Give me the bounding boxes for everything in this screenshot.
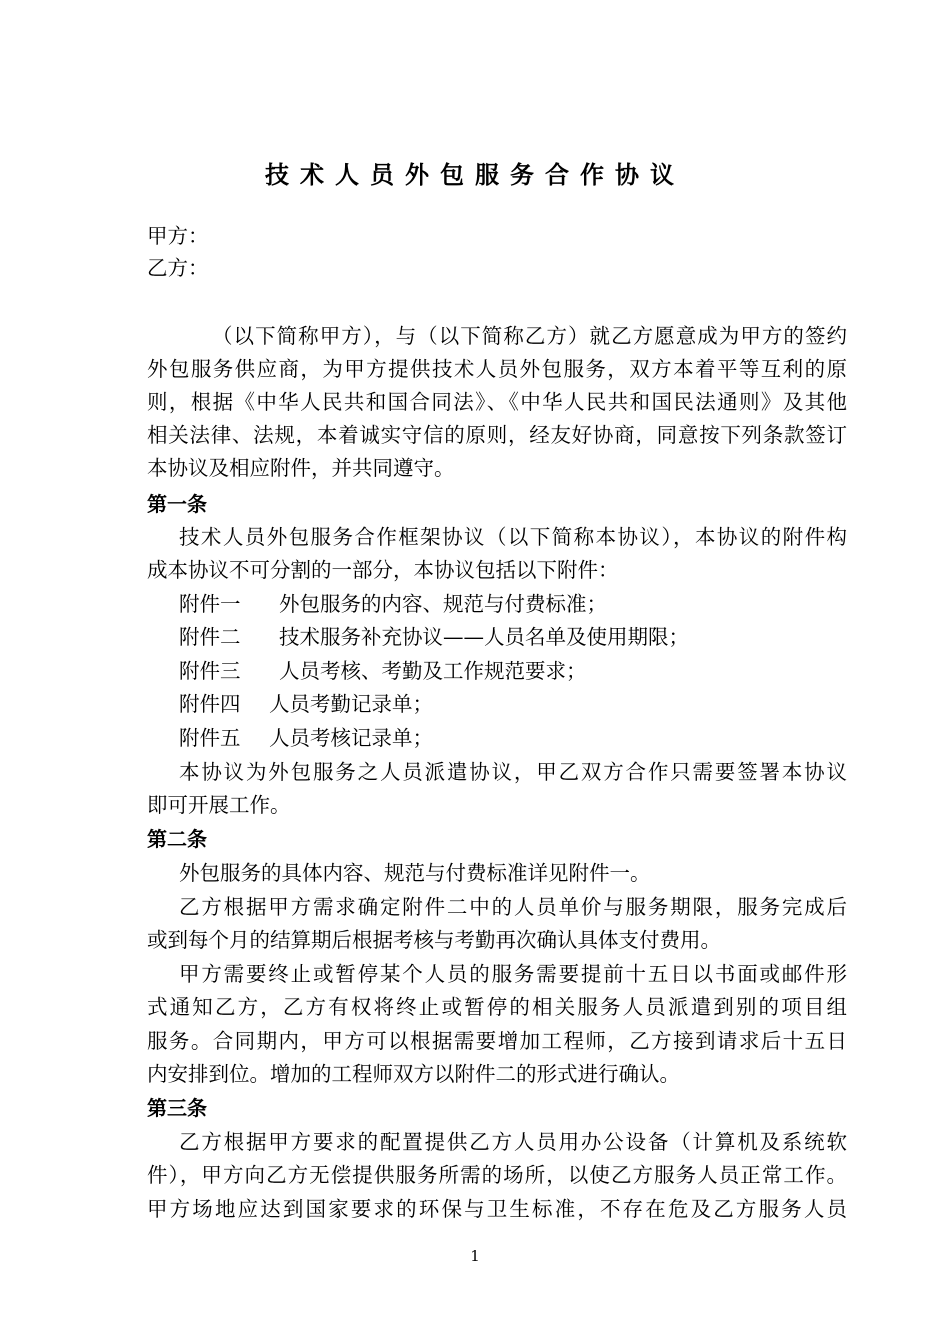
article-1-text: 本协议为外包服务之人员派遣协议，甲乙双方合作只需要签署本协议 (179, 760, 847, 784)
article-3-heading: 第三条 (147, 1096, 207, 1120)
attachment-text: 人员考核、考勤及工作规范要求； (279, 659, 587, 683)
party-a-label: 甲方： (147, 224, 209, 248)
attachment-text: 外包服务的内容、规范与付费标准； (279, 592, 607, 616)
attachment-item (179, 722, 433, 754)
article-1-text: 技术人员外包服务合作框架协议（以下简称本协议），本协议的附件构 (179, 525, 847, 549)
document-title: 技术人员外包服务合作协议 (265, 161, 685, 189)
intro-line: 外包服务供应商，为甲方提供技术人员外包服务，双方本着平等互利的原 (147, 357, 847, 381)
article-2-text: 甲方需要终止或暂停某个人员的服务需要提前十五日以书面或邮件形 (179, 962, 847, 986)
article-3-text: 乙方根据甲方要求的配置提供乙方人员用办公设备（计算机及系统软 (179, 1130, 847, 1154)
attachment-item (179, 621, 689, 653)
intro-line: 相关法律、法规，本着诚实守信的原则，经友好协商，同意按下列条款签订 (147, 423, 847, 447)
attachment-label: 附件三 (179, 659, 241, 683)
intro-line: 本协议及相应附件，并共同遵守。 (147, 456, 455, 480)
article-1-text: 成本协议不可分割的一部分，本协议包括以下附件： (147, 558, 619, 582)
article-2-text: 内安排到位。增加的工程师双方以附件二的形式进行确认。 (147, 1062, 680, 1086)
attachment-item (179, 655, 587, 687)
attachment-text: 人员考核记录单； (269, 726, 433, 750)
page-number: 1 (470, 1247, 480, 1265)
article-2-text: 或到每个月的结算期后根据考核与考勤再次确认具体支付费用。 (147, 928, 721, 952)
attachment-label: 附件四 (179, 692, 241, 716)
attachment-text: 技术服务补充协议——人员名单及使用期限； (279, 625, 689, 649)
article-3-text: 件），甲方向乙方无偿提供服务所需的场所，以使乙方服务人员正常工作。 (147, 1163, 847, 1187)
attachment-label: 附件二 (179, 625, 241, 649)
article-1-text: 即可开展工作。 (147, 793, 291, 817)
article-2-text: 外包服务的具体内容、规范与付费标准详见附件一。 (179, 861, 651, 885)
article-2-text: 乙方根据甲方需求确定附件二中的人员单价与服务期限，服务完成后 (179, 895, 847, 919)
intro-line: 则，根据《中华人民共和国合同法》、《中华人民共和国民法通则》及其他 (147, 390, 847, 414)
article-3-text: 甲方场地应达到国家要求的环保与卫生标准，不存在危及乙方服务人员 (147, 1197, 847, 1221)
article-2-heading: 第二条 (147, 827, 207, 851)
intro-line: （以下简称甲方），与（以下简称乙方）就乙方愿意成为甲方的签约 (212, 324, 847, 348)
article-2-text: 式通知乙方，乙方有权将终止或暂停的相关服务人员派遣到别的项目组 (147, 995, 847, 1019)
article-1-heading: 第一条 (147, 492, 207, 516)
attachment-item (179, 688, 433, 720)
attachment-text: 人员考勤记录单； (269, 692, 433, 716)
attachment-item (179, 588, 607, 620)
attachment-label: 附件五 (179, 726, 241, 750)
party-b-label: 乙方： (147, 256, 209, 280)
attachment-label: 附件一 (179, 592, 241, 616)
article-2-text: 服务。合同期内，甲方可以根据需要增加工程师，乙方接到请求后十五日 (147, 1029, 847, 1053)
